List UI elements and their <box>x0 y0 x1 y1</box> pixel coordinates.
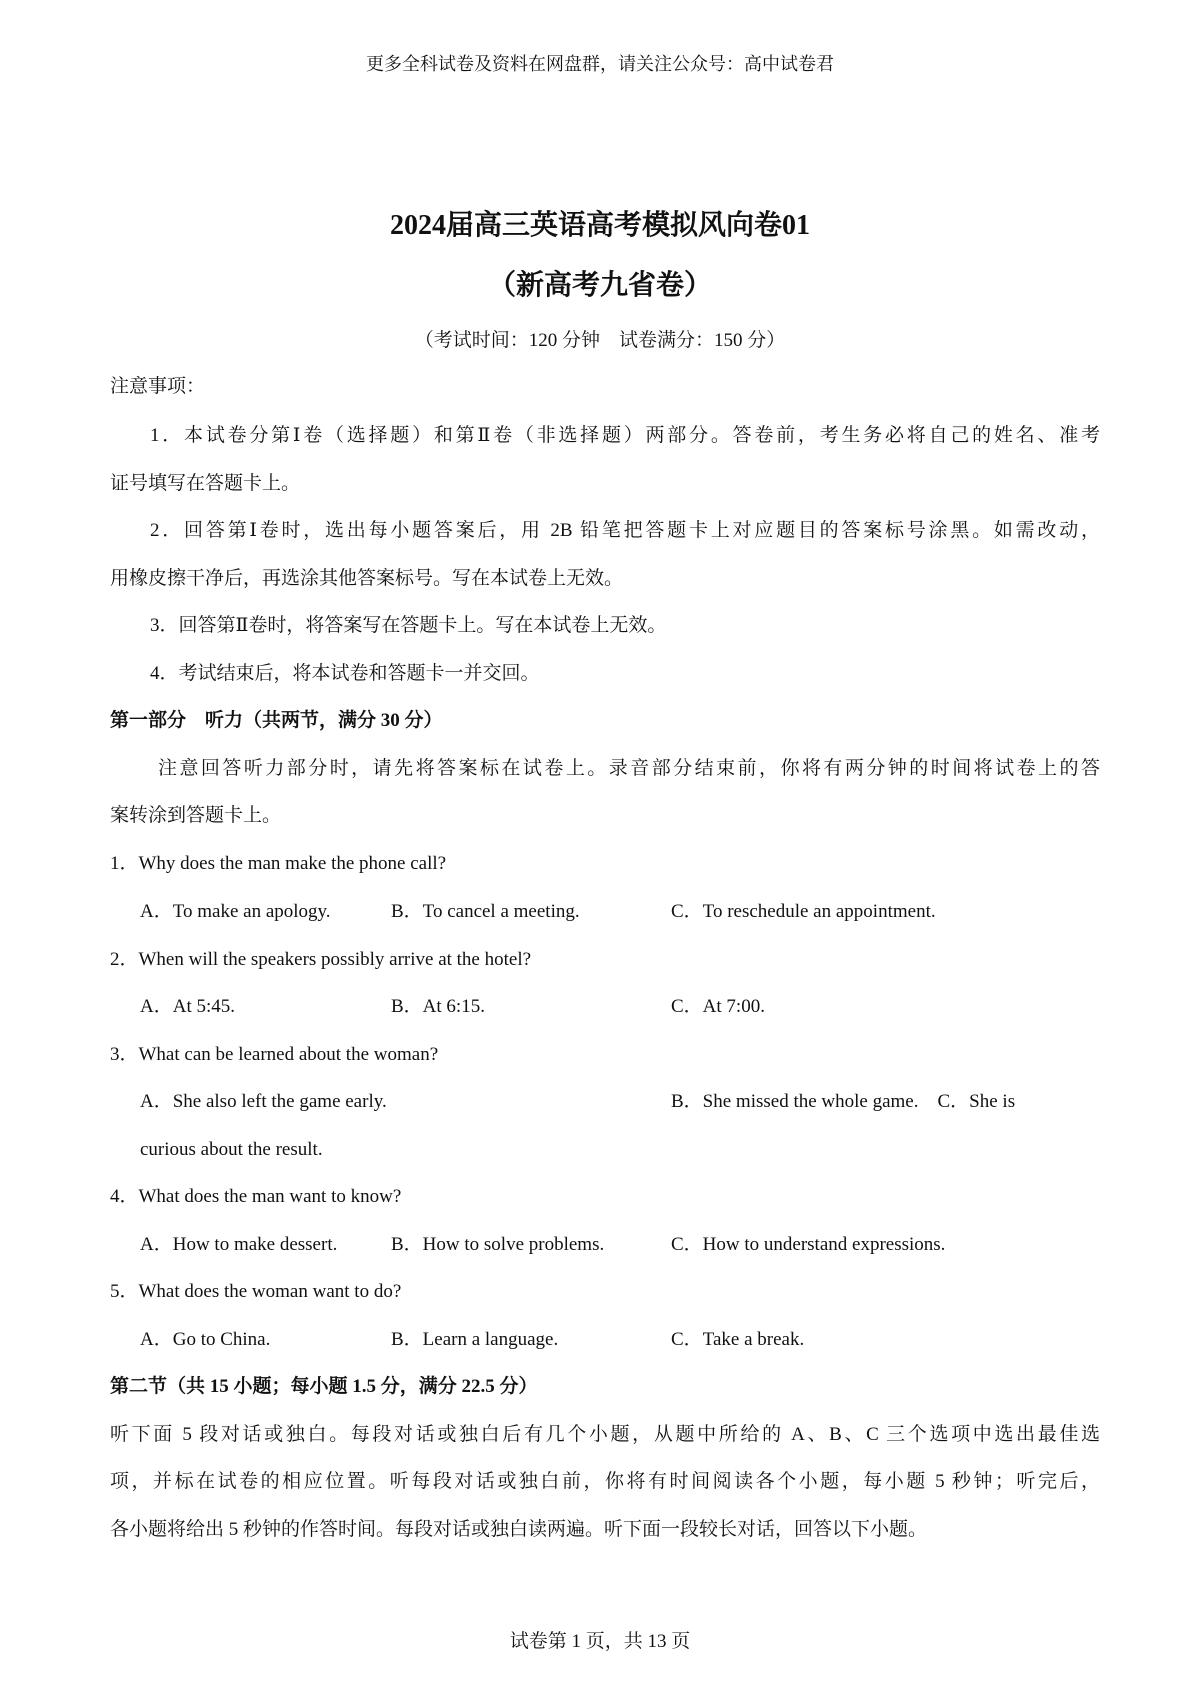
notice-item-1-cont: 证号填写在答题卡上。 <box>110 473 301 494</box>
part1-intro: 注意回答听力部分时，请先将答案标在试卷上。录音部分结束前，你将有两分钟的时间将试卷上的答 <box>158 758 1100 779</box>
question-text: 1．Why does the man make the phone call? <box>110 853 447 874</box>
option-a: A．To make an apology. <box>140 901 331 922</box>
option-c: C．To reschedule an appointment. <box>671 901 936 922</box>
notice-item-2: 2．回答第Ⅰ卷时，选出每小题答案后，用 2B 铅笔把答题卡上对应题目的答案标号涂黑。如需改动， <box>150 520 1100 541</box>
notice-heading: 注意事项： <box>110 376 206 397</box>
option-b: B．How to solve problems. <box>391 1234 605 1255</box>
option-b: B．She missed the whole game. C．She is <box>671 1091 1016 1112</box>
notice-item-3: 3．回答第Ⅱ卷时，将答案写在答题卡上。写在本试卷上无效。 <box>150 615 667 636</box>
option-b: B．Learn a language. <box>391 1329 559 1350</box>
notice-item-1: 1．本试卷分第Ⅰ卷（选择题）和第Ⅱ卷（非选择题）两部分。答卷前，考生务必将自己的姓名、准考 <box>150 425 1100 446</box>
doc-title: 2024届高三英语高考模拟风向卷01 <box>389 210 810 241</box>
page-header: 更多全科试卷及资料在网盘群，请关注公众号：高中试卷君 <box>366 54 834 74</box>
question-text: 5．What does the woman want to do? <box>110 1281 402 1302</box>
section2-heading: 第二节（共 15 小题；每小题 1.5 分，满分 22.5 分） <box>110 1376 538 1397</box>
section2-intro-line3: 各小题将给出 5 秒钟的作答时间。每段对话或独白读两遍。听下面一段较长对话，回答以下小题。 <box>110 1519 928 1540</box>
option-a: A．She also left the game early. <box>140 1091 387 1112</box>
page-footer: 试卷第 1 页，共 13 页 <box>509 1631 691 1652</box>
question-text: 2．When will the speakers possibly arrive at the hotel? <box>110 949 532 970</box>
option-b: B．At 6:15. <box>391 996 485 1017</box>
section2-intro-line2: 项，并标在试卷的相应位置。听每段对话或独白前，你将有时间阅读各个小题，每小题 5 秒钟；听完后， <box>110 1471 1100 1492</box>
option-c-cont: curious about the result. <box>140 1139 323 1160</box>
option-a: A．Go to China. <box>140 1329 271 1350</box>
option-a: A．At 5:45. <box>140 996 236 1017</box>
notice-item-2-cont: 用橡皮擦干净后，再选涂其他答案标号。写在本试卷上无效。 <box>110 568 624 589</box>
option-c: C．Take a break. <box>671 1329 805 1350</box>
part1-intro-cont: 案转涂到答题卡上。 <box>110 805 282 826</box>
exam-info: （考试时间：120 分钟 试卷满分：150 分） <box>414 330 786 351</box>
doc-subtitle: （新高考九省卷） <box>487 270 712 301</box>
notice-item-4: 4．考试结束后，将本试卷和答题卡一并交回。 <box>150 663 540 684</box>
part1-heading: 第一部分 听力（共两节，满分 30 分） <box>110 710 443 731</box>
option-c: C．At 7:00. <box>671 996 765 1017</box>
option-b: B．To cancel a meeting. <box>391 901 580 922</box>
section2-intro-line1: 听下面 5 段对话或独白。每段对话或独白后有几个小题，从题中所给的 A、B、C 三个选项中选出最佳选 <box>110 1424 1100 1445</box>
option-a: A．How to make dessert. <box>140 1234 338 1255</box>
question-text: 3．What can be learned about the woman? <box>110 1044 439 1065</box>
option-c: C．How to understand expressions. <box>671 1234 946 1255</box>
question-text: 4．What does the man want to know? <box>110 1186 402 1207</box>
